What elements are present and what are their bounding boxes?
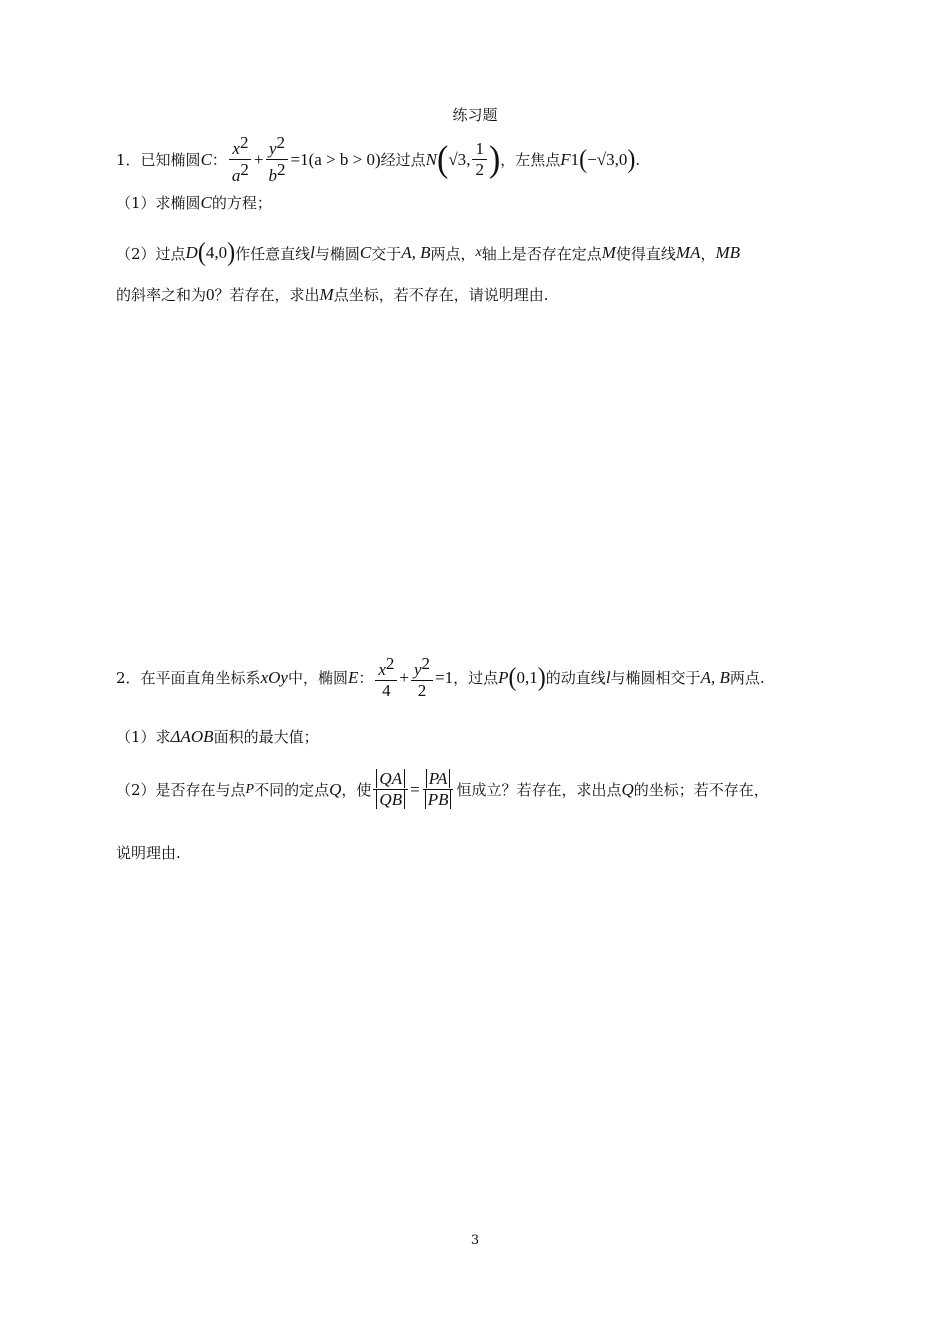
q2-number: 2． [116, 669, 141, 687]
page-number: 3 [470, 1233, 480, 1248]
fraction-y2-2: $\frac{y^2}{2}$ [411, 655, 433, 700]
fraction-x2-a2: $\frac{x^2}{a^2}$ [229, 134, 252, 185]
q2-stem: 2． 在平面直角坐标系 xOy 中，椭圆 E ： $\frac{x^2}{4}$ + $\frac{y^2}{2}$ =1 ，过点 P ( 0,1 ) 的动直线 l 与椭圆相交于 A, B 两点. [116, 654, 765, 700]
q2-part2-line1: （2）是否存在与点 P 不同的定点 Q ，使 $\frac{QA}{QB}$ = $\frac{PA}{PB}$ 恒成立？若存在，求出点 Q 的坐标；若不存在， [116, 769, 769, 809]
fraction-x2-4: $\frac{x^2}{4}$ [375, 655, 397, 700]
fraction-pa-pb: $\frac{PA}{PB}$ [422, 770, 455, 809]
q1-stem: 1． 已知椭圆 C ： $\frac{x^2}{a^2}$ + $\frac{y^2}{b^2}$ =1(a > b > 0) 经过点 N ( √3 , $\frac{1}{2}$ ) ，左焦点 F 1 ( −√3,0 ) . [116, 133, 641, 185]
q2-part1: （1）求 ΔAOB 面积的最大值； [116, 726, 319, 746]
page-title: 练习题 [452, 106, 498, 124]
q2-part2-line2: 说明理由. [116, 844, 181, 862]
q1-part1: （1）求椭圆 C 的方程； [116, 192, 272, 212]
fraction-y2-b2: $\frac{y^2}{b^2}$ [266, 134, 289, 185]
q1-part2-line1: （2）过点 D ( 4,0 ) 作任意直线 l 与椭圆 C 交于 A, B 两点， x 轴上是否存在定点 M 使得直线 MA ， MB [116, 238, 741, 268]
fraction-one-half: $\frac{1}{2}$ [472, 140, 487, 179]
fraction-qa-qb: $\frac{QA}{QB}$ [373, 770, 408, 809]
q1-number: 1． [116, 151, 141, 169]
q1-part2-line2: 的斜率之和为 0 ？若存在，求出 M 点坐标，若不存在，请说明理由. [116, 284, 549, 304]
